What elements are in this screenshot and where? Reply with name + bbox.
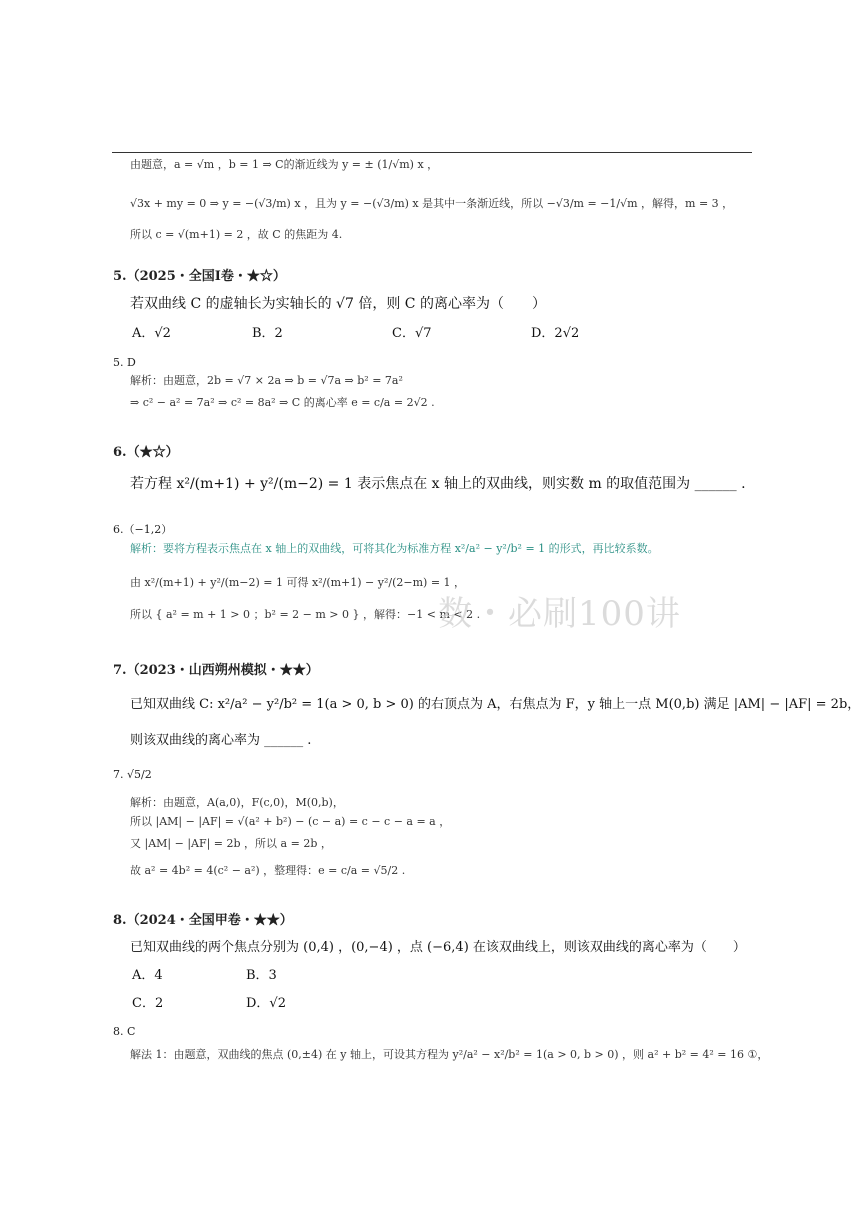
q8-header: 8.（2024・全国甲卷・★★）	[113, 913, 293, 928]
q5-header: 5.（2025・全国Ⅰ卷・★☆）	[113, 269, 286, 284]
prev-solution-line-2: √3x + my = 0 ⇒ y = −(√3/m) x ，且为 y = −(√3/m) x 是其中一条渐近线，所以 −√3/m = −1/√m ，解得，m = 3 ，	[130, 197, 734, 210]
q8-solution-1: 解法 1：由题意，双曲线的焦点 (0,±4) 在 y 轴上，可设其方程为 y²/a² − x²/b² = 1(a > 0, b > 0) ，则 a² + b² = 4² = 16 ①，	[130, 1048, 769, 1061]
q7-header: 7.（2023・山西朔州模拟・★★）	[113, 663, 319, 678]
q8-option-c: C．2	[132, 996, 164, 1011]
q6-stem: 若方程 x²/(m+1) + y²/(m−2) = 1 表示焦点在 x 轴上的双曲线，则实数 m 的取值范围为 ______ .	[130, 476, 746, 492]
prev-solution-line-1: 由题意，a = √m ，b = 1 ⇒ C的渐近线为 y = ± (1/√m) x ，	[130, 158, 439, 171]
q8-option-a: A．4	[132, 968, 163, 983]
q7-stem-2: 则该双曲线的离心率为 ______ .	[130, 733, 312, 748]
header-rule	[112, 152, 752, 153]
q8-option-b: B．3	[246, 968, 277, 983]
q5-stem: 若双曲线 C 的虚轴长为实轴长的 √7 倍，则 C 的离心率为（ ）	[130, 296, 546, 312]
q7-answer: 7. √5/2	[113, 768, 152, 781]
watermark: 数・必刷100讲	[438, 594, 681, 634]
q8-stem: 已知双曲线的两个焦点分别为 (0,4) ，(0,−4) ，点 (−6,4) 在该双曲线上，则该双曲线的离心率为（ ）	[130, 940, 746, 955]
q7-solution-1: 解析：由题意，A(a,0)，F(c,0)，M(0,b)，	[130, 796, 344, 809]
q6-solution-1: 由 x²/(m+1) + y²/(m−2) = 1 可得 x²/(m+1) − y²/(2−m) = 1 ，	[130, 576, 466, 589]
q6-header: 6.（★☆）	[113, 445, 179, 460]
q5-option-a: A．√2	[132, 326, 171, 341]
q5-answer: 5. D	[113, 356, 136, 369]
q5-solution-2: ⇒ c² − a² = 7a² ⇒ c² = 8a² ⇒ C 的离心率 e = c/a = 2√2 .	[130, 396, 435, 409]
prev-solution-line-3: 所以 c = √(m+1) = 2 ，故 C 的焦距为 4.	[130, 228, 343, 241]
q7-solution-3: 又 |AM| − |AF| = 2b ，所以 a = 2b ，	[130, 837, 332, 850]
q8-answer: 8. C	[113, 1025, 136, 1038]
q8-option-d: D．√2	[246, 996, 286, 1011]
q5-option-c: C．√7	[392, 326, 432, 341]
q6-hint: 解析：要将方程表示焦点在 x 轴上的双曲线，可将其化为标准方程 x²/a² − y²/b² = 1 的形式，再比较系数。	[130, 542, 659, 555]
q6-solution-2: 所以 { a² = m + 1 > 0 ；b² = 2 − m > 0 } ，解得：−1 < m < 2 .	[130, 608, 481, 621]
q5-solution-1: 解析：由题意，2b = √7 × 2a ⇒ b = √7a ⇒ b² = 7a²	[130, 374, 403, 387]
q5-option-d: D．2√2	[531, 326, 580, 341]
q6-answer: 6.（−1,2）	[113, 523, 173, 536]
q7-solution-2: 所以 |AM| − |AF| = √(a² + b²) − (c − a) = c − c − a = a ，	[130, 815, 451, 828]
q7-solution-4: 故 a² = 4b² = 4(c² − a²) ，整理得：e = c/a = √5/2 .	[130, 864, 406, 877]
q5-option-b: B．2	[252, 326, 283, 341]
q7-stem: 已知双曲线 C: x²/a² − y²/b² = 1(a > 0, b > 0) 的右顶点为 A，右焦点为 F，y 轴上一点 M(0,b) 满足 |AM| − |AF| = 2b，	[130, 697, 861, 712]
